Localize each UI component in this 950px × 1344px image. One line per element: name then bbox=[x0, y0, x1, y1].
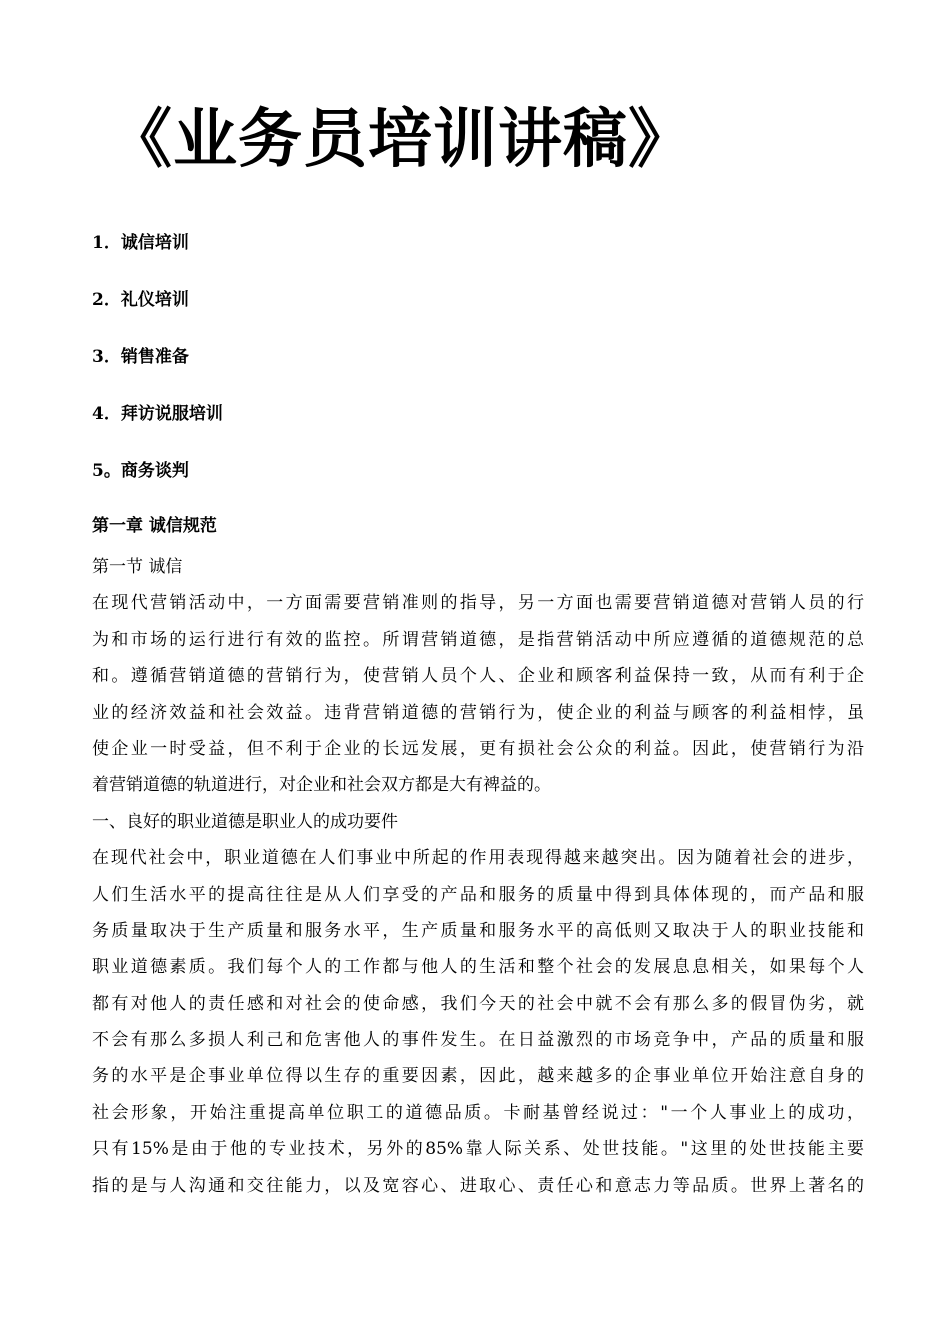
paragraph-line: 都有对他人的责任感和对社会的使命感，我们今天的社会中就不会有那么多的假冒伪劣，就 bbox=[92, 993, 864, 1014]
toc-item: 3．销售准备 bbox=[92, 347, 189, 367]
document-title: 《业务员培训讲稿》 bbox=[108, 102, 693, 177]
paragraph-line: 和。遵循营销道德的营销行为，使营销人员个人、企业和顾客利益保持一致，从而有利于企 bbox=[92, 666, 864, 687]
paragraph-line: 业的经济效益和社会效益。违背营销道德的营销行为，使企业的利益与顾客的利益相悖，虽 bbox=[92, 702, 864, 723]
paragraph-line: 不会有那么多损人利己和危害他人的事件发生。在日益激烈的市场竞争中，产品的质量和服 bbox=[92, 1030, 864, 1051]
subheading: 一、良好的职业道德是职业人的成功要件 bbox=[92, 811, 398, 832]
paragraph-line: 社会形象，开始注重提高单位职工的道德品质。卡耐基曾经说过："一个人事业上的成功， bbox=[92, 1102, 864, 1123]
toc-item: 5。商务谈判 bbox=[92, 461, 189, 481]
paragraph-line: 指的是与人沟通和交往能力，以及宽容心、进取心、责任心和意志力等品质。世界上著名的 bbox=[92, 1175, 864, 1196]
toc-item: 1．诚信培训 bbox=[92, 233, 189, 253]
paragraph-line: 职业道德素质。我们每个人的工作都与他人的生活和整个社会的发展息息相关，如果每个人 bbox=[92, 957, 864, 978]
paragraph-line: 使企业一时受益，但不利于企业的长远发展，更有损社会公众的利益。因此，使营销行为沿 bbox=[92, 738, 864, 759]
paragraph-1 bbox=[92, 585, 864, 803]
toc-item: 4．拜访说服培训 bbox=[92, 404, 223, 424]
chapter-title: 第一章 诚信规范 bbox=[92, 516, 217, 536]
paragraph-line: 务的水平是企事业单位得以生存的重要因素，因此，越来越多的企事业单位开始注意自身的 bbox=[92, 1066, 864, 1087]
paragraph-line: 人们生活水平的提高往往是从人们享受的产品和服务的质量中得到具体体现的，而产品和服 bbox=[92, 884, 864, 905]
paragraph-line: 在现代营销活动中，一方面需要营销准则的指导，另一方面也需要营销道德对营销人员的行 bbox=[92, 593, 864, 614]
paragraph-line: 务质量取决于生产质量和服务水平，生产质量和服务水平的高低则又取决于人的职业技能和 bbox=[92, 920, 864, 941]
section-title: 第一节 诚信 bbox=[92, 557, 183, 577]
table-of-contents bbox=[92, 229, 223, 514]
paragraph-2 bbox=[92, 840, 864, 1204]
body-text bbox=[92, 549, 864, 1204]
toc-item: 2．礼仪培训 bbox=[92, 290, 189, 310]
paragraph-line: 在现代社会中，职业道德在人们事业中所起的作用表现得越来越突出。因为随着社会的进步， bbox=[92, 848, 864, 869]
paragraph-line: 为和市场的运行进行有效的监控。所谓营销道德，是指营销活动中所应遵循的道德规范的总 bbox=[92, 629, 864, 650]
paragraph-line: 只有15%是由于他的专业技术，另外的85%靠人际关系、处世技能。"这里的处世技能主要 bbox=[92, 1139, 864, 1160]
paragraph-line: 着营销道德的轨道进行，对企业和社会双方都是大有裨益的。 bbox=[92, 775, 551, 796]
